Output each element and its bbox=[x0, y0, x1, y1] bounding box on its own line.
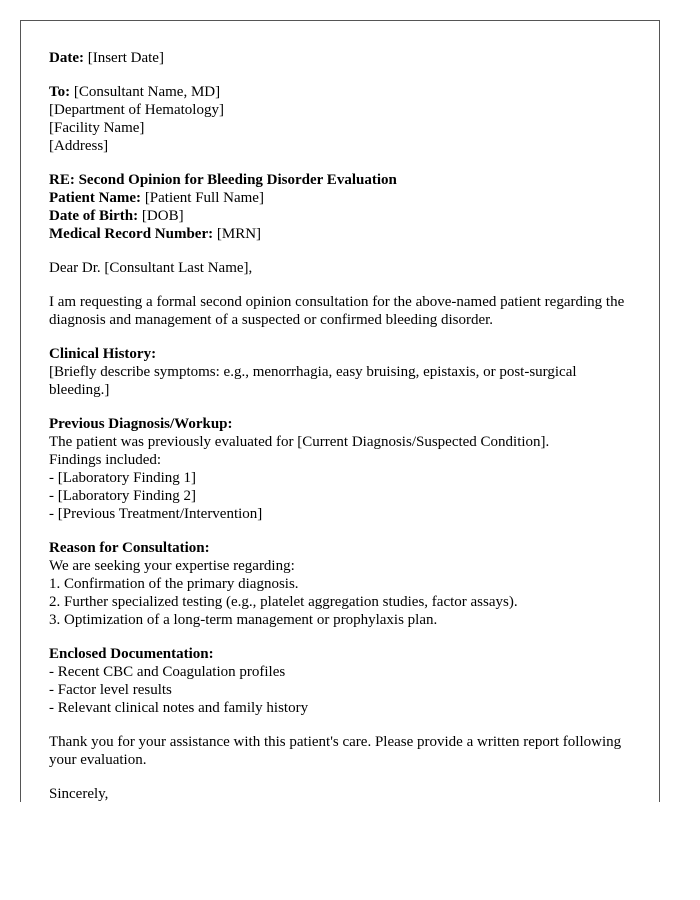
enclosed-heading-text: Enclosed Documentation: bbox=[49, 646, 214, 662]
previous-workup-section bbox=[49, 415, 639, 523]
date-value: [Insert Date] bbox=[87, 50, 164, 66]
subject-block bbox=[49, 171, 639, 243]
previous-workup-heading-text: Previous Diagnosis/Workup: bbox=[49, 416, 233, 432]
patient-name-label: Patient Name: bbox=[49, 190, 142, 206]
recipient-label: To: bbox=[49, 84, 71, 100]
list-item: - [Laboratory Finding 2] bbox=[49, 488, 197, 504]
signoff: Sincerely, bbox=[49, 786, 109, 802]
mrn-label: Medical Record Number: bbox=[49, 226, 214, 242]
recipient-facility: [Facility Name] bbox=[49, 120, 145, 136]
intro-paragraph: I am requesting a formal second opinion consultation for the above-named patient regarding the diagnosis and management of a suspected or confirmed bleeding disorder. bbox=[49, 294, 625, 328]
closing-block bbox=[49, 733, 639, 769]
patient-name: [Patient Full Name] bbox=[144, 190, 264, 206]
clinical-history-section bbox=[49, 345, 639, 399]
reason-heading-text: Reason for Consultation: bbox=[49, 540, 210, 556]
recipient-address: [Address] bbox=[49, 138, 109, 154]
reason-heading bbox=[49, 539, 639, 557]
list-item: - [Previous Treatment/Intervention] bbox=[49, 506, 263, 522]
patient-name-line bbox=[49, 189, 639, 207]
reason-intro: We are seeking your expertise regarding: bbox=[49, 558, 295, 574]
previous-workup-line1: The patient was previously evaluated for [Current Diagnosis/Suspected Condition]. bbox=[49, 434, 550, 450]
clinical-history-heading bbox=[49, 345, 639, 363]
list-item: 2. Further specialized testing (e.g., platelet aggregation studies, factor assays). bbox=[49, 594, 518, 610]
list-item: 1. Confirmation of the primary diagnosis. bbox=[49, 576, 299, 592]
recipient-name-line bbox=[49, 83, 639, 101]
reason-section bbox=[49, 539, 639, 629]
date-line bbox=[49, 49, 639, 67]
closing-paragraph: Thank you for your assistance with this patient's care. Please provide a written report following your evaluation. bbox=[49, 734, 622, 768]
list-item: - [Laboratory Finding 1] bbox=[49, 470, 197, 486]
letter-page bbox=[20, 20, 660, 802]
date-block bbox=[49, 49, 639, 67]
dob-line bbox=[49, 207, 639, 225]
recipient-block bbox=[49, 83, 639, 155]
enclosed-heading bbox=[49, 645, 639, 663]
list-item: - Relevant clinical notes and family history bbox=[49, 700, 309, 716]
mrn-value: [MRN] bbox=[216, 226, 262, 242]
mrn-line bbox=[49, 225, 639, 243]
date-label: Date: bbox=[49, 50, 84, 66]
recipient-name: [Consultant Name, MD] bbox=[73, 84, 221, 100]
salutation: Dear Dr. [Consultant Last Name], bbox=[49, 260, 253, 276]
list-item: - Factor level results bbox=[49, 682, 172, 698]
dob-label: Date of Birth: bbox=[49, 208, 139, 224]
previous-workup-line2: Findings included: bbox=[49, 452, 162, 468]
salutation-block bbox=[49, 259, 639, 277]
previous-workup-heading bbox=[49, 415, 639, 433]
signoff-block bbox=[49, 785, 639, 802]
dob-value: [DOB] bbox=[141, 208, 184, 224]
list-item: - Recent CBC and Coagulation profiles bbox=[49, 664, 286, 680]
intro-block bbox=[49, 293, 639, 329]
recipient-department: [Department of Hematology] bbox=[49, 102, 224, 118]
subject-re bbox=[49, 171, 639, 189]
enclosed-section bbox=[49, 645, 639, 717]
subject-re-text: RE: Second Opinion for Bleeding Disorder Evaluation bbox=[49, 172, 397, 188]
clinical-history-text: [Briefly describe symptoms: e.g., menorrhagia, easy bruising, epistaxis, or post-surgical bleeding.] bbox=[49, 364, 577, 398]
clinical-history-heading-text: Clinical History: bbox=[49, 346, 157, 362]
list-item: 3. Optimization of a long-term management or prophylaxis plan. bbox=[49, 612, 438, 628]
